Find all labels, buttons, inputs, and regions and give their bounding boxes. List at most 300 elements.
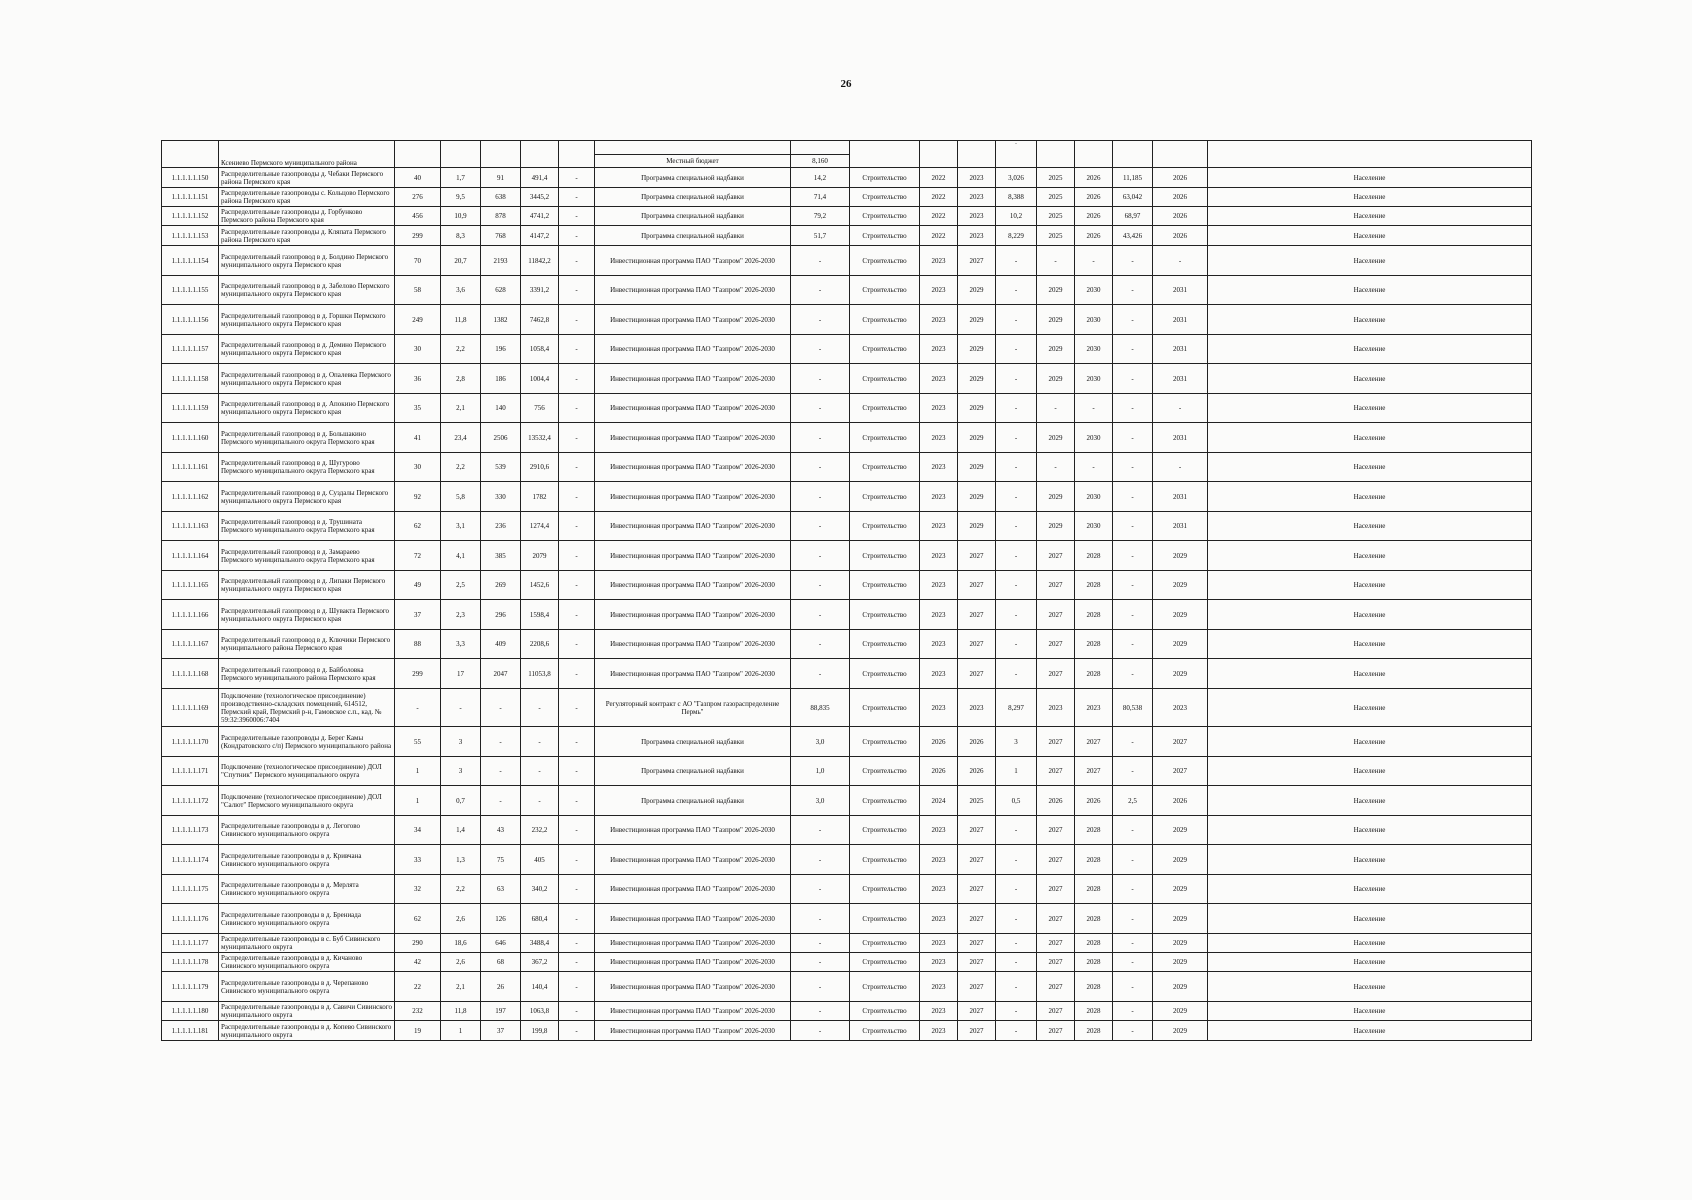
cell-name: Распределительный газопровод в д. Суздалы Пермского муниципального округа Пермского края xyxy=(219,482,395,512)
cell-consumer: Население xyxy=(1208,571,1532,600)
cell-consumer: Население xyxy=(1208,305,1532,335)
cell-type: Строительство xyxy=(850,394,920,423)
cell-y3: 2027 xyxy=(1037,972,1075,1002)
cell-y3: 2027 xyxy=(1037,630,1075,659)
cell-y4: 2030 xyxy=(1075,305,1113,335)
cell-y2: 2027 xyxy=(958,904,996,934)
cell-y3: 2025 xyxy=(1037,226,1075,246)
cell-v2: - xyxy=(1113,727,1153,757)
cell-type: Строительство xyxy=(850,226,920,246)
cell-y4: 2028 xyxy=(1075,630,1113,659)
cell-v1: 8,297 xyxy=(996,689,1037,727)
cell-type: Строительство xyxy=(850,276,920,305)
cell-sum: - xyxy=(791,659,850,689)
cell-y3: 2027 xyxy=(1037,727,1075,757)
cell-y1: 2023 xyxy=(920,953,958,972)
cell-y4: - xyxy=(1075,394,1113,423)
cell-code: 1.1.1.1.1.150 xyxy=(162,168,219,188)
cell-y1: 2023 xyxy=(920,453,958,482)
cell-y1: 2022 xyxy=(920,188,958,207)
cell-y3: 2027 xyxy=(1037,934,1075,953)
cell-name: Подключение (технологическое присоединение) ДОЛ "Салют" Пермского муниципального округа xyxy=(219,786,395,816)
cell-y4: 2030 xyxy=(1075,512,1113,541)
table-row xyxy=(162,453,1532,482)
cell-c1: 62 xyxy=(395,512,441,541)
cell-c4: - xyxy=(521,786,559,816)
cell-name: Распределительные газопроводы д. Берег Камы (Кондратовского с/п) Пермского муниципального района xyxy=(219,727,395,757)
table-row-partial xyxy=(162,141,1532,168)
cell-type: Строительство xyxy=(850,512,920,541)
cell-c3: 196 xyxy=(481,335,521,364)
cell-c5: - xyxy=(559,816,595,845)
table-row xyxy=(162,512,1532,541)
table-row xyxy=(162,1021,1532,1041)
cell-y1: 2023 xyxy=(920,276,958,305)
cell-c3: 75 xyxy=(481,845,521,875)
cell-c4: 11842,2 xyxy=(521,246,559,276)
cell-y5: 2029 xyxy=(1153,972,1208,1002)
cell-y1: 2023 xyxy=(920,541,958,571)
cell-y5: 2029 xyxy=(1153,600,1208,630)
cell-y5: 2023 xyxy=(1153,689,1208,727)
cell-sum: - xyxy=(791,335,850,364)
cell-y3: 2027 xyxy=(1037,659,1075,689)
cell-c2: 20,7 xyxy=(441,246,481,276)
cell-y4: 2028 xyxy=(1075,845,1113,875)
cell-v2: - xyxy=(1113,482,1153,512)
cell-y2: 2027 xyxy=(958,875,996,904)
cell-v2: - xyxy=(1113,571,1153,600)
cell-c5: - xyxy=(559,972,595,1002)
cell-type: Строительство xyxy=(850,541,920,571)
cell-y5: 2029 xyxy=(1153,816,1208,845)
cell-c5: - xyxy=(559,1021,595,1041)
cell-c4: 13532,4 xyxy=(521,423,559,453)
cell-v2: - xyxy=(1113,630,1153,659)
cell-y1: 2023 xyxy=(920,934,958,953)
cell-y3: 2027 xyxy=(1037,541,1075,571)
cell-y2: 2023 xyxy=(958,226,996,246)
cell-v1: - xyxy=(996,541,1037,571)
cell-y1: 2023 xyxy=(920,364,958,394)
cell-c3 xyxy=(481,141,521,168)
cell-y4: 2028 xyxy=(1075,541,1113,571)
cell-y2: 2027 xyxy=(958,1021,996,1041)
cell-y2: 2029 xyxy=(958,394,996,423)
cell-c2: 2,5 xyxy=(441,571,481,600)
cell-name: Распределительный газопровод в д. Трушината Пермского муниципального округа Пермского края xyxy=(219,512,395,541)
table-row xyxy=(162,600,1532,630)
cell-c3: 43 xyxy=(481,816,521,845)
cell-c4: 232,2 xyxy=(521,816,559,845)
cell-c4: 2079 xyxy=(521,541,559,571)
cell-v1: 10,2 xyxy=(996,207,1037,226)
cell-y4: 2030 xyxy=(1075,482,1113,512)
cell-consumer: Население xyxy=(1208,541,1532,571)
cell-code: 1.1.1.1.1.161 xyxy=(162,453,219,482)
cell-v2: - xyxy=(1113,246,1153,276)
table-row xyxy=(162,972,1532,1002)
cell-v2: - xyxy=(1113,305,1153,335)
cell-c3: 269 xyxy=(481,571,521,600)
cell-code: 1.1.1.1.1.168 xyxy=(162,659,219,689)
cell-v1: 3 xyxy=(996,727,1037,757)
cell-y2: 2026 xyxy=(958,727,996,757)
table-row xyxy=(162,364,1532,394)
cell-y4: 2028 xyxy=(1075,972,1113,1002)
cell-y2: 2023 xyxy=(958,207,996,226)
cell-v1: - xyxy=(996,394,1037,423)
cell-c1: 70 xyxy=(395,246,441,276)
cell-c2: 17 xyxy=(441,659,481,689)
cell-c1: 276 xyxy=(395,188,441,207)
cell-y4: 2028 xyxy=(1075,1002,1113,1021)
table-row xyxy=(162,423,1532,453)
cell-source: Инвестиционная программа ПАО "Газпром" 2026-2030 xyxy=(595,1021,791,1041)
cell-v1: - xyxy=(996,246,1037,276)
cell-c5: - xyxy=(559,335,595,364)
cell-y4: 2027 xyxy=(1075,727,1113,757)
cell-consumer: Население xyxy=(1208,786,1532,816)
cell-consumer: Население xyxy=(1208,630,1532,659)
cell-c3: - xyxy=(481,689,521,727)
cell-source: Инвестиционная программа ПАО "Газпром" 2026-2030 xyxy=(595,953,791,972)
cell-source: Инвестиционная программа ПАО "Газпром" 2026-2030 xyxy=(595,394,791,423)
cell-c2: 2,2 xyxy=(441,875,481,904)
cell-source: Инвестиционная программа ПАО "Газпром" 2026-2030 xyxy=(595,482,791,512)
cell-name: Распределительный газопровод в д. Большакино Пермского муниципального округа Пермского края xyxy=(219,423,395,453)
cell-type: Строительство xyxy=(850,689,920,727)
cell-code: 1.1.1.1.1.167 xyxy=(162,630,219,659)
cell-y5: 2029 xyxy=(1153,630,1208,659)
cell-c4: 3445,2 xyxy=(521,188,559,207)
cell-v1: - xyxy=(996,482,1037,512)
cell-y1: 2023 xyxy=(920,246,958,276)
table-row xyxy=(162,305,1532,335)
cell-sum: - xyxy=(791,482,850,512)
cell-sum: - xyxy=(791,394,850,423)
cell-code: 1.1.1.1.1.178 xyxy=(162,953,219,972)
cell-code: 1.1.1.1.1.160 xyxy=(162,423,219,453)
cell-source: Инвестиционная программа ПАО "Газпром" 2026-2030 xyxy=(595,816,791,845)
cell-c4: 140,4 xyxy=(521,972,559,1002)
cell-consumer: Население xyxy=(1208,845,1532,875)
cell-code: 1.1.1.1.1.154 xyxy=(162,246,219,276)
cell-consumer: Население xyxy=(1208,453,1532,482)
cell-v2: - xyxy=(1113,845,1153,875)
cell-c4: 2208,6 xyxy=(521,630,559,659)
cell-sum: - xyxy=(791,845,850,875)
cell-y5: 2029 xyxy=(1153,904,1208,934)
cell-type: Строительство xyxy=(850,168,920,188)
cell-y1: 2024 xyxy=(920,786,958,816)
cell-name: Распределительный газопровод в д. Замараево Пермского муниципального округа Пермского края xyxy=(219,541,395,571)
cell-consumer: Население xyxy=(1208,972,1532,1002)
cell-y5: 2031 xyxy=(1153,364,1208,394)
cell-type: Строительство xyxy=(850,571,920,600)
table-row xyxy=(162,845,1532,875)
cell-name: Распределительные газопроводы в с. Буб Сивинского муниципального округа xyxy=(219,934,395,953)
cell-c5: - xyxy=(559,1002,595,1021)
cell-c5: - xyxy=(559,727,595,757)
cell-consumer: Население xyxy=(1208,168,1532,188)
cell-y1: 2022 xyxy=(920,226,958,246)
cell-c4: 3391,2 xyxy=(521,276,559,305)
cell-v1: - xyxy=(996,816,1037,845)
cell-c2: 3 xyxy=(441,727,481,757)
cell-c4: 1598,4 xyxy=(521,600,559,630)
cell-code: 1.1.1.1.1.163 xyxy=(162,512,219,541)
cell-code: 1.1.1.1.1.152 xyxy=(162,207,219,226)
cell-v2: - xyxy=(1113,816,1153,845)
cell-name: Распределительные газопроводы в д. Легогово Сивинского муниципального округа xyxy=(219,816,395,845)
cell-v2 xyxy=(1113,141,1153,168)
cell-y2: 2029 xyxy=(958,512,996,541)
cell-code: 1.1.1.1.1.170 xyxy=(162,727,219,757)
cell-y4: 2028 xyxy=(1075,600,1113,630)
table-row xyxy=(162,786,1532,816)
cell-c1: 41 xyxy=(395,423,441,453)
cell-v2: - xyxy=(1113,335,1153,364)
cell-code: 1.1.1.1.1.155 xyxy=(162,276,219,305)
cell-y4: 2028 xyxy=(1075,659,1113,689)
table-row xyxy=(162,276,1532,305)
cell-c2: 5,8 xyxy=(441,482,481,512)
cell-type: Строительство xyxy=(850,600,920,630)
cell-v2: 63,042 xyxy=(1113,188,1153,207)
cell-source-text: Местный бюджет xyxy=(666,156,719,165)
cell-consumer: Население xyxy=(1208,934,1532,953)
cell-consumer: Население xyxy=(1208,335,1532,364)
cell-y3: 2029 xyxy=(1037,423,1075,453)
cell-c1: 32 xyxy=(395,875,441,904)
cell-source: Инвестиционная программа ПАО "Газпром" 2026-2030 xyxy=(595,305,791,335)
cell-v2: - xyxy=(1113,453,1153,482)
cell-c4: 1782 xyxy=(521,482,559,512)
cell-y1: 2023 xyxy=(920,512,958,541)
cell-code: 1.1.1.1.1.151 xyxy=(162,188,219,207)
cell-code: 1.1.1.1.1.177 xyxy=(162,934,219,953)
cell-v1: - xyxy=(996,875,1037,904)
cell-source: Инвестиционная программа ПАО "Газпром" 2026-2030 xyxy=(595,904,791,934)
cell-type: Строительство xyxy=(850,904,920,934)
cell-c1: 72 xyxy=(395,541,441,571)
cell-y1: 2023 xyxy=(920,972,958,1002)
cell-y2: 2027 xyxy=(958,659,996,689)
cell-source xyxy=(595,141,791,168)
cell-type: Строительство xyxy=(850,305,920,335)
cell-consumer xyxy=(1208,141,1532,168)
cell-y1: 2023 xyxy=(920,689,958,727)
cell-name: Распределительный газопровод в д. Байболовка Пермского муниципального района Пермского края xyxy=(219,659,395,689)
cell-c3: 768 xyxy=(481,226,521,246)
cell-y1: 2023 xyxy=(920,845,958,875)
cell-c1: 35 xyxy=(395,394,441,423)
cell-c2: 2,6 xyxy=(441,904,481,934)
cell-y4: 2028 xyxy=(1075,875,1113,904)
page-number: 26 xyxy=(840,78,852,90)
cell-y3: 2025 xyxy=(1037,207,1075,226)
cell-v2: - xyxy=(1113,934,1153,953)
cell-y2: 2029 xyxy=(958,482,996,512)
cell-c5: - xyxy=(559,305,595,335)
cell-c1: 456 xyxy=(395,207,441,226)
cell-y4: 2026 xyxy=(1075,168,1113,188)
cell-c3: 539 xyxy=(481,453,521,482)
cell-v2: - xyxy=(1113,659,1153,689)
table-row xyxy=(162,1002,1532,1021)
cell-name: Распределительные газопроводы в д. Брениада Сивинского муниципального округа xyxy=(219,904,395,934)
cell-sum: - xyxy=(791,630,850,659)
table-row xyxy=(162,875,1532,904)
cell-v2: 11,185 xyxy=(1113,168,1153,188)
cell-source: Инвестиционная программа ПАО "Газпром" 2026-2030 xyxy=(595,246,791,276)
cell-sum: 71,4 xyxy=(791,188,850,207)
cell-c2: 3,1 xyxy=(441,512,481,541)
cell-y4: 2023 xyxy=(1075,689,1113,727)
cell-c5: - xyxy=(559,246,595,276)
cell-v2: - xyxy=(1113,953,1153,972)
cell-c3: 126 xyxy=(481,904,521,934)
cell-name: Распределительные газопроводы д. Чебаки Пермского района Пермского края xyxy=(219,168,395,188)
cell-consumer: Население xyxy=(1208,207,1532,226)
table-row xyxy=(162,188,1532,207)
cell-v2: - xyxy=(1113,541,1153,571)
cell-y3: 2029 xyxy=(1037,335,1075,364)
cell-y5: 2026 xyxy=(1153,188,1208,207)
cell-v1: - xyxy=(996,512,1037,541)
cell-y2 xyxy=(958,141,996,168)
cell-v2: 80,538 xyxy=(1113,689,1153,727)
cell-sum: 3,0 xyxy=(791,727,850,757)
cell-c1: 1 xyxy=(395,786,441,816)
cell-v1: 1 xyxy=(996,757,1037,786)
cell-sum: - xyxy=(791,1021,850,1041)
cell-code: 1.1.1.1.1.156 xyxy=(162,305,219,335)
cell-c1: 30 xyxy=(395,335,441,364)
cell-type: Строительство xyxy=(850,875,920,904)
cell-y5: 2031 xyxy=(1153,335,1208,364)
cell-type: Строительство xyxy=(850,727,920,757)
cell-y2: 2027 xyxy=(958,246,996,276)
cell-code: 1.1.1.1.1.174 xyxy=(162,845,219,875)
cell-c1: 55 xyxy=(395,727,441,757)
cell-v1: 8,229 xyxy=(996,226,1037,246)
cell-y3: - xyxy=(1037,246,1075,276)
cell-name: Распределительный газопровод в д. Горшки Пермского муниципального округа Пермского края xyxy=(219,305,395,335)
cell-c4: - xyxy=(521,757,559,786)
cell-source: Инвестиционная программа ПАО "Газпром" 2026-2030 xyxy=(595,571,791,600)
cell-c4: - xyxy=(521,689,559,727)
cell-y2: 2025 xyxy=(958,786,996,816)
cell-y4: 2028 xyxy=(1075,934,1113,953)
cell-c5: - xyxy=(559,934,595,953)
cell-c5: - xyxy=(559,482,595,512)
cell-y1: 2023 xyxy=(920,335,958,364)
cell-c3: - xyxy=(481,786,521,816)
cell-type: Строительство xyxy=(850,1021,920,1041)
cell-c5: - xyxy=(559,659,595,689)
cell-v1: - xyxy=(996,276,1037,305)
cell-source: Инвестиционная программа ПАО "Газпром" 2026-2030 xyxy=(595,659,791,689)
cell-y4: 2026 xyxy=(1075,226,1113,246)
cell-c5: - xyxy=(559,845,595,875)
cell-y3: 2027 xyxy=(1037,816,1075,845)
cell-source: Программа специальной надбавки xyxy=(595,188,791,207)
cell-c4: 680,4 xyxy=(521,904,559,934)
cell-c3: 37 xyxy=(481,1021,521,1041)
cell-y3: - xyxy=(1037,394,1075,423)
cell-name: Распределительные газопроводы с. Кольцово Пермского района Пермского края xyxy=(219,188,395,207)
cell-consumer: Население xyxy=(1208,757,1532,786)
cell-source: Инвестиционная программа ПАО "Газпром" 2026-2030 xyxy=(595,276,791,305)
cell-sum xyxy=(791,141,850,168)
cell-y2: 2023 xyxy=(958,168,996,188)
cell-type: Строительство xyxy=(850,845,920,875)
cell-y4: 2027 xyxy=(1075,757,1113,786)
cell-c1: 290 xyxy=(395,934,441,953)
cell-y3: 2027 xyxy=(1037,1002,1075,1021)
cell-v1: 3,026 xyxy=(996,168,1037,188)
cell-type: Строительство xyxy=(850,335,920,364)
cell-c2: 2,1 xyxy=(441,394,481,423)
cell-y5: 2026 xyxy=(1153,168,1208,188)
cell-y5: - xyxy=(1153,394,1208,423)
cell-y1: 2026 xyxy=(920,757,958,786)
cell-y1: 2023 xyxy=(920,904,958,934)
cell-v1: - xyxy=(996,423,1037,453)
cell-name: Распределительный газопровод в д. Ключики Пермского муниципального района Пермского края xyxy=(219,630,395,659)
cell-c3: - xyxy=(481,727,521,757)
cell-v1: - xyxy=(996,141,1037,168)
cell-c3: 186 xyxy=(481,364,521,394)
cell-c5: - xyxy=(559,689,595,727)
cell-name: Распределительные газопроводы д. Кляпата Пермского района Пермского края xyxy=(219,226,395,246)
cell-type: Строительство xyxy=(850,246,920,276)
cell-type: Строительство xyxy=(850,423,920,453)
cell-y4 xyxy=(1075,141,1113,168)
table-row xyxy=(162,727,1532,757)
cell-sum: - xyxy=(791,972,850,1002)
cell-c5: - xyxy=(559,453,595,482)
cell-v2: - xyxy=(1113,364,1153,394)
cell-c2: 2,1 xyxy=(441,972,481,1002)
cell-name: Распределительный газопровод в д. Шувакта Пермского муниципального округа Пермского края xyxy=(219,600,395,630)
cell-c4: - xyxy=(521,727,559,757)
cell-type: Строительство xyxy=(850,482,920,512)
cell-y1: 2023 xyxy=(920,630,958,659)
cell-c1: 22 xyxy=(395,972,441,1002)
cell-code: 1.1.1.1.1.175 xyxy=(162,875,219,904)
table-body xyxy=(162,141,1532,1041)
cell-y3: 2029 xyxy=(1037,512,1075,541)
cell-y3: 2025 xyxy=(1037,168,1075,188)
cell-y5: 2031 xyxy=(1153,423,1208,453)
table-row xyxy=(162,207,1532,226)
cell-c2: 8,3 xyxy=(441,226,481,246)
cell-y4: 2030 xyxy=(1075,364,1113,394)
cell-y3: 2027 xyxy=(1037,845,1075,875)
cell-v2: - xyxy=(1113,1021,1153,1041)
cell-name: Распределительные газопроводы в д. Кичаново Сивинского муниципального округа xyxy=(219,953,395,972)
cell-code: 1.1.1.1.1.157 xyxy=(162,335,219,364)
cell-c2: 2,3 xyxy=(441,600,481,630)
cell-type: Строительство xyxy=(850,972,920,1002)
cell-sum: - xyxy=(791,1002,850,1021)
cell-c2: 2,2 xyxy=(441,453,481,482)
cell-y1: 2023 xyxy=(920,305,958,335)
cell-sum: - xyxy=(791,512,850,541)
